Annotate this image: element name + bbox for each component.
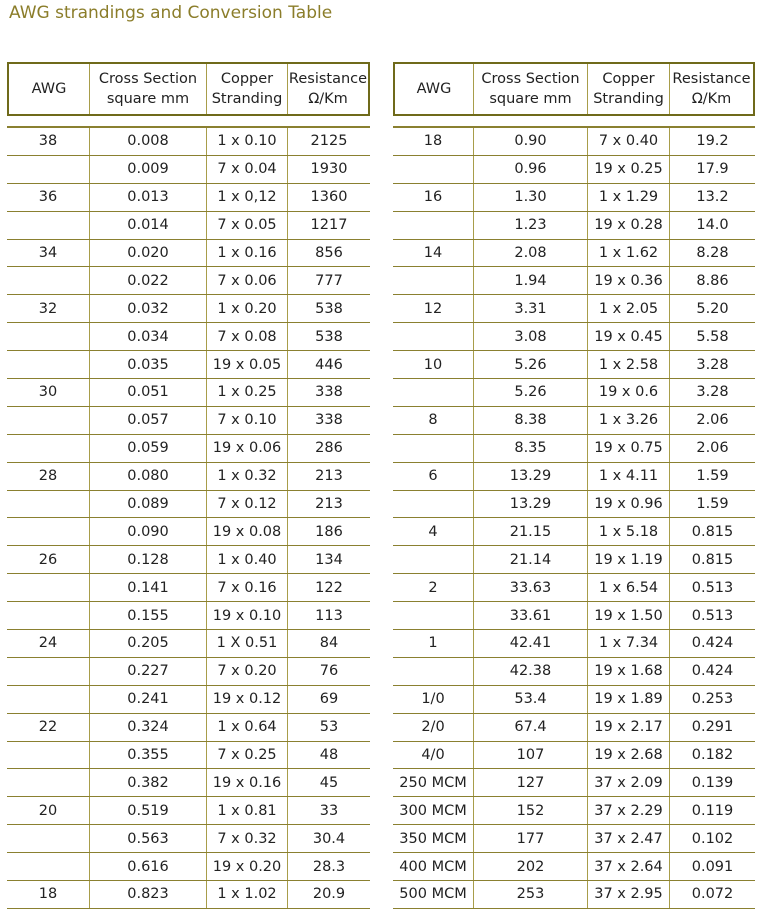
cell-awg: 2/0: [421, 719, 445, 736]
cell-copper-stranding: 1 x 0.40: [206, 546, 287, 573]
cell-awg: [393, 546, 473, 573]
cell-cross-section: 0.090: [89, 518, 206, 545]
cell-copper-stranding: 7 x 0.05: [206, 212, 287, 239]
cell-cross-section: 0.90: [473, 128, 587, 155]
cell-copper-stranding: 37 x 2.47: [587, 825, 669, 852]
cell-cross-section: 0.324: [89, 714, 206, 741]
cell-copper-stranding: 1 x 7.34: [587, 630, 669, 657]
table-row: [7, 491, 370, 519]
cell-cross-section: 3.31: [473, 295, 587, 322]
table-row: [7, 714, 370, 742]
cell-copper-stranding: 1 x 2.58: [587, 351, 669, 378]
cell-cross-section: 3.08: [473, 323, 587, 350]
cell-copper-stranding: 1 x 1.02: [206, 881, 287, 908]
cell-awg: 20: [38, 802, 58, 819]
cell-awg: [7, 323, 89, 350]
table-row: [7, 351, 370, 379]
cell-resistance: 1930: [287, 156, 370, 183]
cell-cross-section: 0.059: [89, 435, 206, 462]
cell-copper-stranding: 1 x 1.62: [587, 240, 669, 267]
cell-copper-stranding: 7 x 0.40: [587, 128, 669, 155]
cell-cross-section: 5.26: [473, 351, 587, 378]
cell-cross-section: 177: [473, 825, 587, 852]
cell-copper-stranding: 7 x 0.20: [206, 658, 287, 685]
cell-cross-section: 0.616: [89, 853, 206, 880]
cell-awg: [7, 686, 89, 713]
table-row: [393, 240, 755, 268]
cell-resistance: 0.102: [669, 825, 755, 852]
cell-awg: [393, 602, 473, 629]
cell-copper-stranding: 19 x 0.36: [587, 267, 669, 294]
cell-copper-stranding: 19 x 0.06: [206, 435, 287, 462]
cell-awg: [393, 435, 473, 462]
table-body: [7, 126, 370, 909]
table-row: [393, 742, 755, 770]
cell-awg: 350 MCM: [399, 830, 467, 847]
cell-resistance: 20.9: [287, 881, 370, 908]
cell-resistance: 0.424: [669, 658, 755, 685]
cell-copper-stranding: 19 x 0.10: [206, 602, 287, 629]
cell-awg: [7, 742, 89, 769]
cell-copper-stranding: 1 x 5.18: [587, 518, 669, 545]
cell-cross-section: 127: [473, 769, 587, 796]
cell-copper-stranding: 19 x 1.89: [587, 686, 669, 713]
cell-awg: [393, 267, 473, 294]
table-row: [393, 491, 755, 519]
cell-copper-stranding: 19 x 0.75: [587, 435, 669, 462]
cell-awg: [7, 518, 89, 545]
table-row: [7, 769, 370, 797]
cell-copper-stranding: 19 x 0.20: [206, 853, 287, 880]
cell-awg: 38: [38, 133, 58, 150]
cell-awg: [393, 658, 473, 685]
cell-resistance: 1.59: [669, 491, 755, 518]
table-row: [7, 463, 370, 491]
cell-awg: 28: [38, 468, 58, 485]
cell-cross-section: 21.15: [473, 518, 587, 545]
cell-copper-stranding: 7 x 0.08: [206, 323, 287, 350]
cell-cross-section: 1.23: [473, 212, 587, 239]
cell-awg: 1: [428, 635, 438, 652]
cell-resistance: 538: [287, 295, 370, 322]
cell-cross-section: 0.057: [89, 407, 206, 434]
table-row: [7, 323, 370, 351]
cell-cross-section: 152: [473, 797, 587, 824]
cell-awg: 24: [38, 635, 58, 652]
cell-cross-section: 0.155: [89, 602, 206, 629]
table-row: [393, 630, 755, 658]
cell-resistance: 17.9: [669, 156, 755, 183]
cell-awg: [393, 379, 473, 406]
cell-cross-section: 0.205: [89, 630, 206, 657]
cell-copper-stranding: 1 x 0.16: [206, 240, 287, 267]
cell-cross-section: 0.089: [89, 491, 206, 518]
table-row: [7, 546, 370, 574]
cell-copper-stranding: 1 x 3.26: [587, 407, 669, 434]
table-row: [7, 128, 370, 156]
cell-awg: [7, 156, 89, 183]
cell-awg: 4/0: [421, 747, 445, 764]
table-row: [7, 156, 370, 184]
table-row: [7, 184, 370, 212]
cell-awg: 18: [38, 886, 58, 903]
cell-awg: [7, 491, 89, 518]
cell-awg: 300 MCM: [399, 802, 467, 819]
cell-resistance: 8.86: [669, 267, 755, 294]
cell-awg: 400 MCM: [399, 858, 467, 875]
cell-cross-section: 0.241: [89, 686, 206, 713]
cell-resistance: 0.291: [669, 714, 755, 741]
cell-copper-stranding: 19 x 0.96: [587, 491, 669, 518]
cell-copper-stranding: 19 x 0.45: [587, 323, 669, 350]
cell-resistance: 5.58: [669, 323, 755, 350]
table-row: [7, 742, 370, 770]
cell-copper-stranding: 19 x 0.05: [206, 351, 287, 378]
table-row: [393, 435, 755, 463]
cell-cross-section: 0.96: [473, 156, 587, 183]
cell-awg: [7, 407, 89, 434]
cell-awg: [7, 212, 89, 239]
cell-copper-stranding: 19 x 0.08: [206, 518, 287, 545]
table-row: [393, 463, 755, 491]
cell-copper-stranding: 7 x 0.12: [206, 491, 287, 518]
cell-awg: [393, 323, 473, 350]
cell-cross-section: 0.080: [89, 463, 206, 490]
cell-copper-stranding: 19 x 0.6: [587, 379, 669, 406]
cell-resistance: 76: [287, 658, 370, 685]
cell-awg: 32: [38, 300, 58, 317]
cell-copper-stranding: 19 x 0.25: [587, 156, 669, 183]
cell-resistance: 213: [287, 491, 370, 518]
cell-cross-section: 8.38: [473, 407, 587, 434]
cell-copper-stranding: 7 x 0.04: [206, 156, 287, 183]
cell-copper-stranding: 1 x 0.64: [206, 714, 287, 741]
cell-cross-section: 0.034: [89, 323, 206, 350]
table-row: [393, 212, 755, 240]
table-row: [7, 240, 370, 268]
cell-awg: 2: [428, 579, 438, 596]
table-row: [7, 881, 370, 909]
header-cross-section: Cross Section square mm: [473, 64, 587, 114]
cell-resistance: 0.091: [669, 853, 755, 880]
cell-copper-stranding: 37 x 2.64: [587, 853, 669, 880]
cell-awg: [7, 435, 89, 462]
cell-resistance: 113: [287, 602, 370, 629]
cell-awg: [7, 574, 89, 601]
cell-copper-stranding: 1 x 4.11: [587, 463, 669, 490]
cell-copper-stranding: 19 x 1.19: [587, 546, 669, 573]
cell-copper-stranding: 1 x 6.54: [587, 574, 669, 601]
cell-copper-stranding: 7 x 0.06: [206, 267, 287, 294]
awg-table-left: [7, 62, 370, 909]
cell-cross-section: 13.29: [473, 491, 587, 518]
table-row: [7, 630, 370, 658]
cell-copper-stranding: 19 x 2.68: [587, 742, 669, 769]
cell-copper-stranding: 37 x 2.29: [587, 797, 669, 824]
cell-resistance: 0.119: [669, 797, 755, 824]
cell-resistance: 0.513: [669, 574, 755, 601]
cell-awg: [393, 491, 473, 518]
table-row: [393, 881, 755, 909]
cell-resistance: 3.28: [669, 351, 755, 378]
table-row: [7, 658, 370, 686]
table-row: [393, 128, 755, 156]
cell-cross-section: 0.227: [89, 658, 206, 685]
awg-table-right: [393, 62, 755, 909]
cell-resistance: 446: [287, 351, 370, 378]
cell-resistance: 2.06: [669, 407, 755, 434]
table-row: [393, 518, 755, 546]
cell-resistance: 286: [287, 435, 370, 462]
table-row: [7, 825, 370, 853]
cell-cross-section: 0.128: [89, 546, 206, 573]
cell-cross-section: 0.382: [89, 769, 206, 796]
header-copper-stranding: Copper Stranding: [587, 64, 669, 114]
cell-cross-section: 53.4: [473, 686, 587, 713]
cell-resistance: 48: [287, 742, 370, 769]
cell-awg: 4: [428, 523, 438, 540]
table-row: [393, 351, 755, 379]
header-awg: AWG: [7, 64, 89, 114]
table-row: [7, 797, 370, 825]
table-row: [7, 267, 370, 295]
cell-resistance: 0.139: [669, 769, 755, 796]
cell-awg: [393, 212, 473, 239]
table-row: [393, 184, 755, 212]
page-title: AWG strandings and Conversion Table: [9, 3, 333, 23]
cell-resistance: 8.28: [669, 240, 755, 267]
cell-cross-section: 0.141: [89, 574, 206, 601]
table-header: [7, 62, 370, 116]
cell-cross-section: 21.14: [473, 546, 587, 573]
cell-resistance: 338: [287, 379, 370, 406]
cell-copper-stranding: 19 x 1.68: [587, 658, 669, 685]
table-row: [393, 658, 755, 686]
table-row: [393, 825, 755, 853]
table-header: [393, 62, 755, 116]
table-row: [393, 156, 755, 184]
cell-cross-section: 1.30: [473, 184, 587, 211]
table-row: [7, 435, 370, 463]
table-row: [7, 295, 370, 323]
cell-resistance: 0.072: [669, 881, 755, 908]
cell-resistance: 33: [287, 797, 370, 824]
cell-cross-section: 0.022: [89, 267, 206, 294]
cell-awg: [7, 658, 89, 685]
cell-resistance: 2125: [287, 128, 370, 155]
table-row: [393, 686, 755, 714]
cell-cross-section: 0.519: [89, 797, 206, 824]
cell-copper-stranding: 37 x 2.09: [587, 769, 669, 796]
table-row: [393, 769, 755, 797]
cell-cross-section: 8.35: [473, 435, 587, 462]
table-row: [7, 686, 370, 714]
cell-resistance: 45: [287, 769, 370, 796]
table-row: [7, 853, 370, 881]
cell-awg: 8: [428, 412, 438, 429]
cell-cross-section: 2.08: [473, 240, 587, 267]
cell-resistance: 0.815: [669, 546, 755, 573]
cell-cross-section: 253: [473, 881, 587, 908]
cell-cross-section: 33.61: [473, 602, 587, 629]
cell-resistance: 777: [287, 267, 370, 294]
cell-cross-section: 1.94: [473, 267, 587, 294]
cell-cross-section: 5.26: [473, 379, 587, 406]
table-row: [7, 602, 370, 630]
cell-resistance: 856: [287, 240, 370, 267]
cell-resistance: 5.20: [669, 295, 755, 322]
cell-cross-section: 33.63: [473, 574, 587, 601]
table-row: [7, 574, 370, 602]
cell-resistance: 1.59: [669, 463, 755, 490]
cell-copper-stranding: 7 x 0.10: [206, 407, 287, 434]
header-resistance: Resistance Ω/Km: [287, 64, 370, 114]
cell-cross-section: 0.823: [89, 881, 206, 908]
cell-cross-section: 42.41: [473, 630, 587, 657]
table-body: [393, 126, 755, 909]
cell-resistance: 3.28: [669, 379, 755, 406]
cell-copper-stranding: 1 x 0.32: [206, 463, 287, 490]
table-row: [393, 295, 755, 323]
cell-copper-stranding: 1 X 0.51: [206, 630, 287, 657]
cell-copper-stranding: 19 x 1.50: [587, 602, 669, 629]
cell-resistance: 0.253: [669, 686, 755, 713]
cell-awg: 6: [428, 468, 438, 485]
cell-resistance: 338: [287, 407, 370, 434]
cell-awg: [7, 853, 89, 880]
cell-resistance: 84: [287, 630, 370, 657]
cell-copper-stranding: 1 x 2.05: [587, 295, 669, 322]
header-awg: AWG: [393, 64, 473, 114]
table-row: [7, 518, 370, 546]
cell-copper-stranding: 19 x 0.16: [206, 769, 287, 796]
cell-awg: [7, 769, 89, 796]
table-row: [393, 407, 755, 435]
cell-resistance: 186: [287, 518, 370, 545]
table-row: [393, 267, 755, 295]
cell-resistance: 213: [287, 463, 370, 490]
cell-cross-section: 0.014: [89, 212, 206, 239]
cell-copper-stranding: 1 x 0.20: [206, 295, 287, 322]
header-copper-stranding: Copper Stranding: [206, 64, 287, 114]
cell-copper-stranding: 1 x 0.10: [206, 128, 287, 155]
table-row: [7, 379, 370, 407]
cell-resistance: 1360: [287, 184, 370, 211]
table-row: [393, 574, 755, 602]
cell-cross-section: 0.563: [89, 825, 206, 852]
cell-cross-section: 0.032: [89, 295, 206, 322]
cell-copper-stranding: 7 x 0.32: [206, 825, 287, 852]
cell-resistance: 19.2: [669, 128, 755, 155]
cell-copper-stranding: 19 x 0.28: [587, 212, 669, 239]
cell-resistance: 0.424: [669, 630, 755, 657]
cell-resistance: 28.3: [287, 853, 370, 880]
cell-cross-section: 0.009: [89, 156, 206, 183]
cell-resistance: 134: [287, 546, 370, 573]
cell-awg: 500 MCM: [399, 886, 467, 903]
cell-copper-stranding: 7 x 0.16: [206, 574, 287, 601]
cell-awg: [393, 156, 473, 183]
cell-resistance: 69: [287, 686, 370, 713]
table-row: [393, 546, 755, 574]
cell-copper-stranding: 1 x 0.81: [206, 797, 287, 824]
cell-cross-section: 42.38: [473, 658, 587, 685]
cell-resistance: 14.0: [669, 212, 755, 239]
cell-cross-section: 0.020: [89, 240, 206, 267]
header-resistance: Resistance Ω/Km: [669, 64, 755, 114]
cell-resistance: 1217: [287, 212, 370, 239]
cell-cross-section: 0.051: [89, 379, 206, 406]
cell-resistance: 30.4: [287, 825, 370, 852]
cell-resistance: 0.815: [669, 518, 755, 545]
cell-resistance: 0.513: [669, 602, 755, 629]
cell-cross-section: 0.355: [89, 742, 206, 769]
cell-awg: 16: [423, 189, 443, 206]
cell-cross-section: 67.4: [473, 714, 587, 741]
cell-awg: 250 MCM: [399, 774, 467, 791]
cell-cross-section: 0.035: [89, 351, 206, 378]
cell-copper-stranding: 7 x 0.25: [206, 742, 287, 769]
table-row: [7, 407, 370, 435]
cell-copper-stranding: 19 x 0.12: [206, 686, 287, 713]
cell-awg: 14: [423, 245, 443, 261]
cell-copper-stranding: 37 x 2.95: [587, 881, 669, 908]
header-cross-section: Cross Section square mm: [89, 64, 206, 114]
cell-awg: 18: [423, 133, 443, 150]
cell-resistance: 0.182: [669, 742, 755, 769]
cell-resistance: 13.2: [669, 184, 755, 211]
cell-awg: 1/0: [421, 691, 445, 708]
table-row: [393, 602, 755, 630]
table-row: [393, 323, 755, 351]
table-row: [393, 797, 755, 825]
cell-cross-section: 0.013: [89, 184, 206, 211]
table-row: [393, 714, 755, 742]
cell-resistance: 122: [287, 574, 370, 601]
cell-copper-stranding: 1 x 0,12: [206, 184, 287, 211]
cell-awg: [7, 351, 89, 378]
cell-resistance: 538: [287, 323, 370, 350]
cell-resistance: 53: [287, 714, 370, 741]
cell-awg: 30: [38, 384, 58, 401]
cell-awg: 22: [38, 719, 58, 736]
cell-awg: [7, 602, 89, 629]
cell-awg: 12: [423, 300, 443, 317]
cell-awg: 36: [38, 189, 58, 206]
cell-awg: 10: [423, 356, 443, 373]
cell-copper-stranding: 1 x 0.25: [206, 379, 287, 406]
cell-resistance: 2.06: [669, 435, 755, 462]
table-row: [393, 379, 755, 407]
cell-cross-section: 107: [473, 742, 587, 769]
cell-awg: 34: [38, 245, 58, 261]
cell-awg: 26: [38, 551, 58, 568]
cell-cross-section: 0.008: [89, 128, 206, 155]
table-row: [7, 212, 370, 240]
table-row: [393, 853, 755, 881]
cell-cross-section: 202: [473, 853, 587, 880]
cell-awg: [7, 267, 89, 294]
cell-copper-stranding: 19 x 2.17: [587, 714, 669, 741]
cell-cross-section: 13.29: [473, 463, 587, 490]
cell-awg: [7, 825, 89, 852]
cell-copper-stranding: 1 x 1.29: [587, 184, 669, 211]
